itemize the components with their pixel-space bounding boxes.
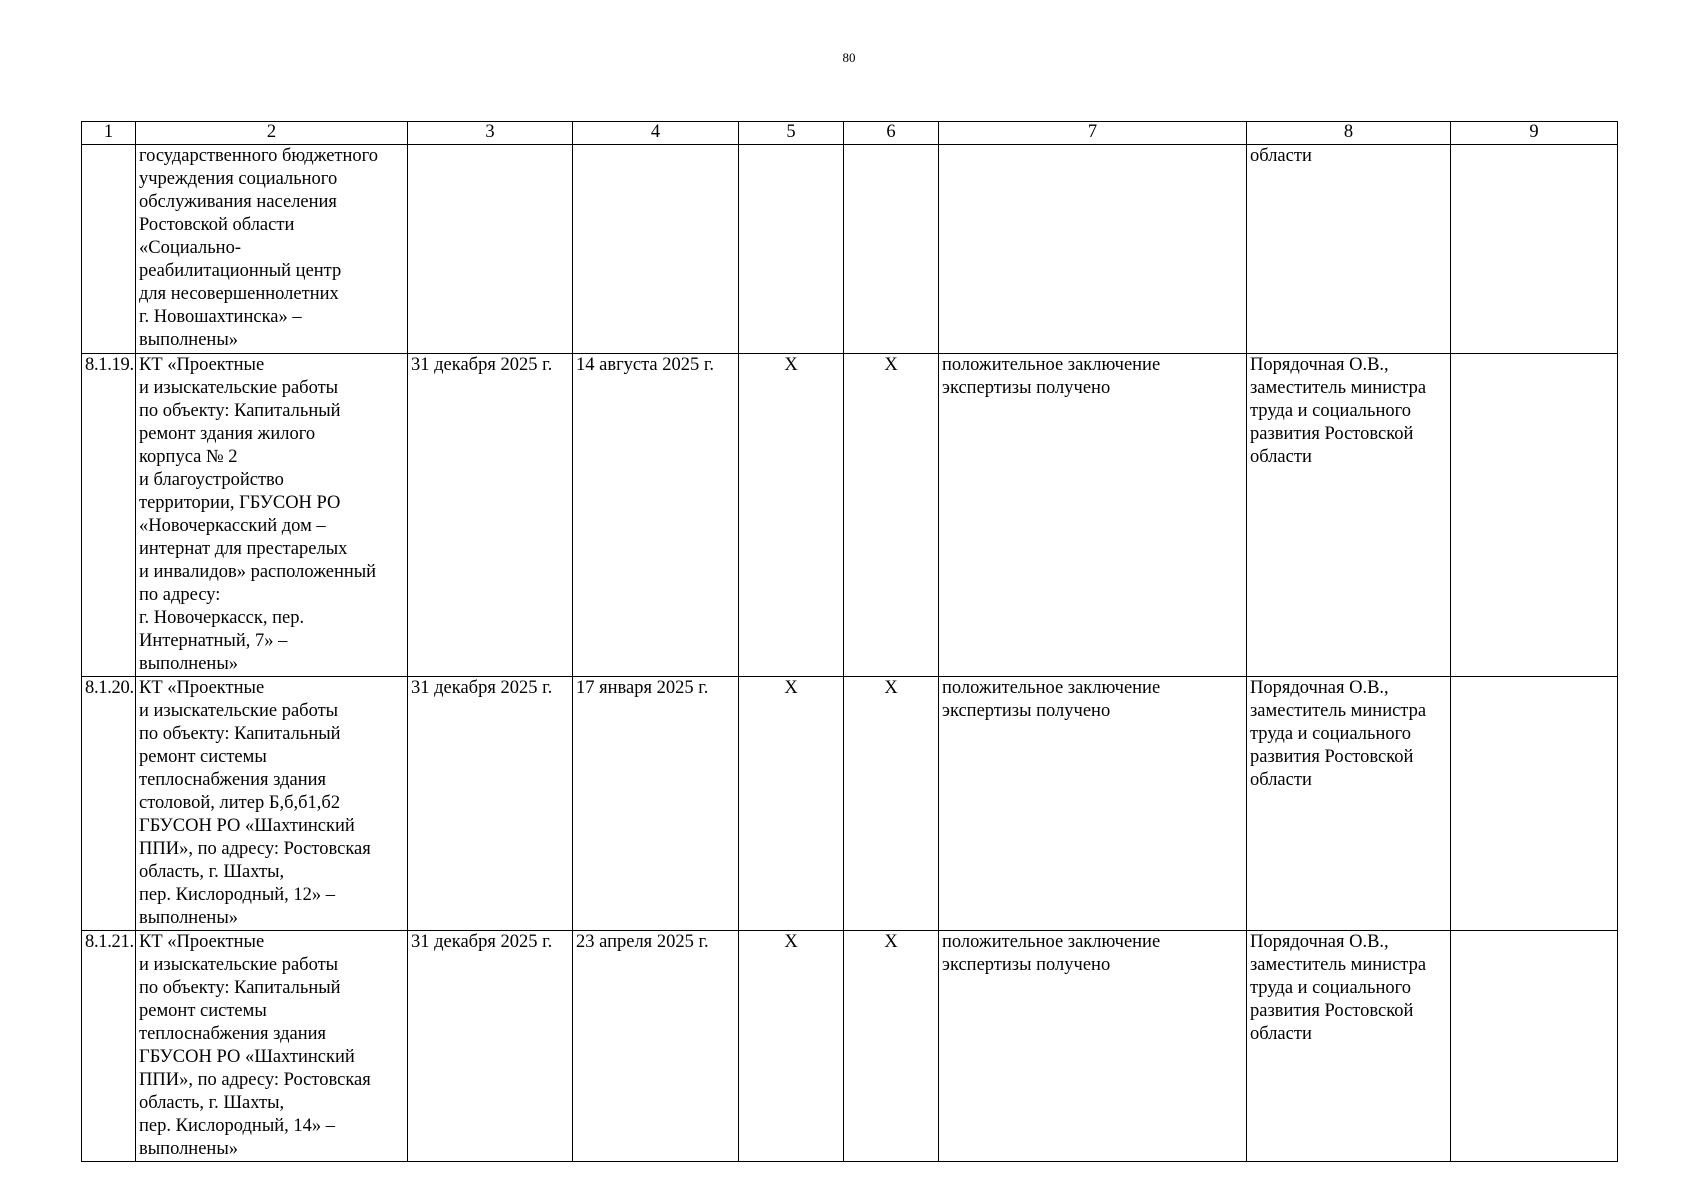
responsible-cell: Порядочная О.В., заместитель министра труда и социального развития Ростовской области (1247, 354, 1451, 677)
status-cell (939, 145, 1247, 354)
column-5-cell: Х (739, 677, 844, 931)
column-6-cell (844, 145, 939, 354)
column-5-cell (739, 145, 844, 354)
schedule-table (81, 121, 1618, 1162)
column-6-cell: Х (844, 677, 939, 931)
page-number: 80 (842, 50, 856, 65)
column-9-cell (1451, 354, 1618, 677)
column-header: 2 (136, 122, 408, 145)
column-header: 8 (1247, 122, 1451, 145)
column-6-cell: Х (844, 931, 939, 1162)
column-9-cell (1451, 931, 1618, 1162)
row-number (82, 145, 136, 354)
table-row (82, 145, 1618, 354)
status-cell: положительное заключение экспертизы получено (939, 354, 1247, 677)
plan-date: 31 декабря 2025 г. (408, 354, 573, 677)
fact-date: 14 августа 2025 г. (573, 354, 739, 677)
table-header-row (82, 122, 1618, 145)
column-9-cell (1451, 677, 1618, 931)
column-6-cell: Х (844, 354, 939, 677)
column-header: 5 (739, 122, 844, 145)
column-9-cell (1451, 145, 1618, 354)
column-header: 3 (408, 122, 573, 145)
plan-date: 31 декабря 2025 г. (408, 931, 573, 1162)
table-row (82, 677, 1618, 931)
column-header: 4 (573, 122, 739, 145)
row-number: 8.1.19. (82, 354, 136, 677)
responsible-cell: области (1247, 145, 1451, 354)
column-5-cell: Х (739, 354, 844, 677)
event-name: КТ «Проектные и изыскательские работы по объекту: Капитальный ремонт здания жилого корпуса № 2 и благоустройство территории, ГБУСОН РО «Новочеркасский дом – интернат для престарелых и инвалидов» расположенный по адресу: г. Новочеркасск, пер. Интернатный, 7» – выполнены» (136, 354, 408, 677)
responsible-cell: Порядочная О.В., заместитель министра труда и социального развития Ростовской области (1247, 931, 1451, 1162)
event-name: КТ «Проектные и изыскательские работы по объекту: Капитальный ремонт системы теплоснабжения здания ГБУСОН РО «Шахтинский ППИ», по адресу: Ростовская область, г. Шахты, пер. Кислородный, 14» – выполнены» (136, 931, 408, 1162)
responsible-cell: Порядочная О.В., заместитель министра труда и социального развития Ростовской области (1247, 677, 1451, 931)
fact-date (573, 145, 739, 354)
column-header: 7 (939, 122, 1247, 145)
column-5-cell: Х (739, 931, 844, 1162)
column-header: 9 (1451, 122, 1618, 145)
fact-date: 23 апреля 2025 г. (573, 931, 739, 1162)
status-cell: положительное заключение экспертизы получено (939, 677, 1247, 931)
event-name: КТ «Проектные и изыскательские работы по объекту: Капитальный ремонт системы теплоснабжения здания столовой, литер Б,б,б1,б2 ГБУСОН РО «Шахтинский ППИ», по адресу: Ростовская область, г. Шахты, пер. Кислородный, 12» – выполнены» (136, 677, 408, 931)
row-number: 8.1.21. (82, 931, 136, 1162)
table-row (82, 931, 1618, 1162)
row-number: 8.1.20. (82, 677, 136, 931)
event-name: государственного бюджетного учреждения социального обслуживания населения Ростовской области «Социально- реабилитационный центр для несовершеннолетних г. Новошахтинска» – выполнены» (136, 145, 408, 354)
plan-date: 31 декабря 2025 г. (408, 677, 573, 931)
column-header: 1 (82, 122, 136, 145)
table-row (82, 354, 1618, 677)
plan-date (408, 145, 573, 354)
status-cell: положительное заключение экспертизы получено (939, 931, 1247, 1162)
column-header: 6 (844, 122, 939, 145)
fact-date: 17 января 2025 г. (573, 677, 739, 931)
